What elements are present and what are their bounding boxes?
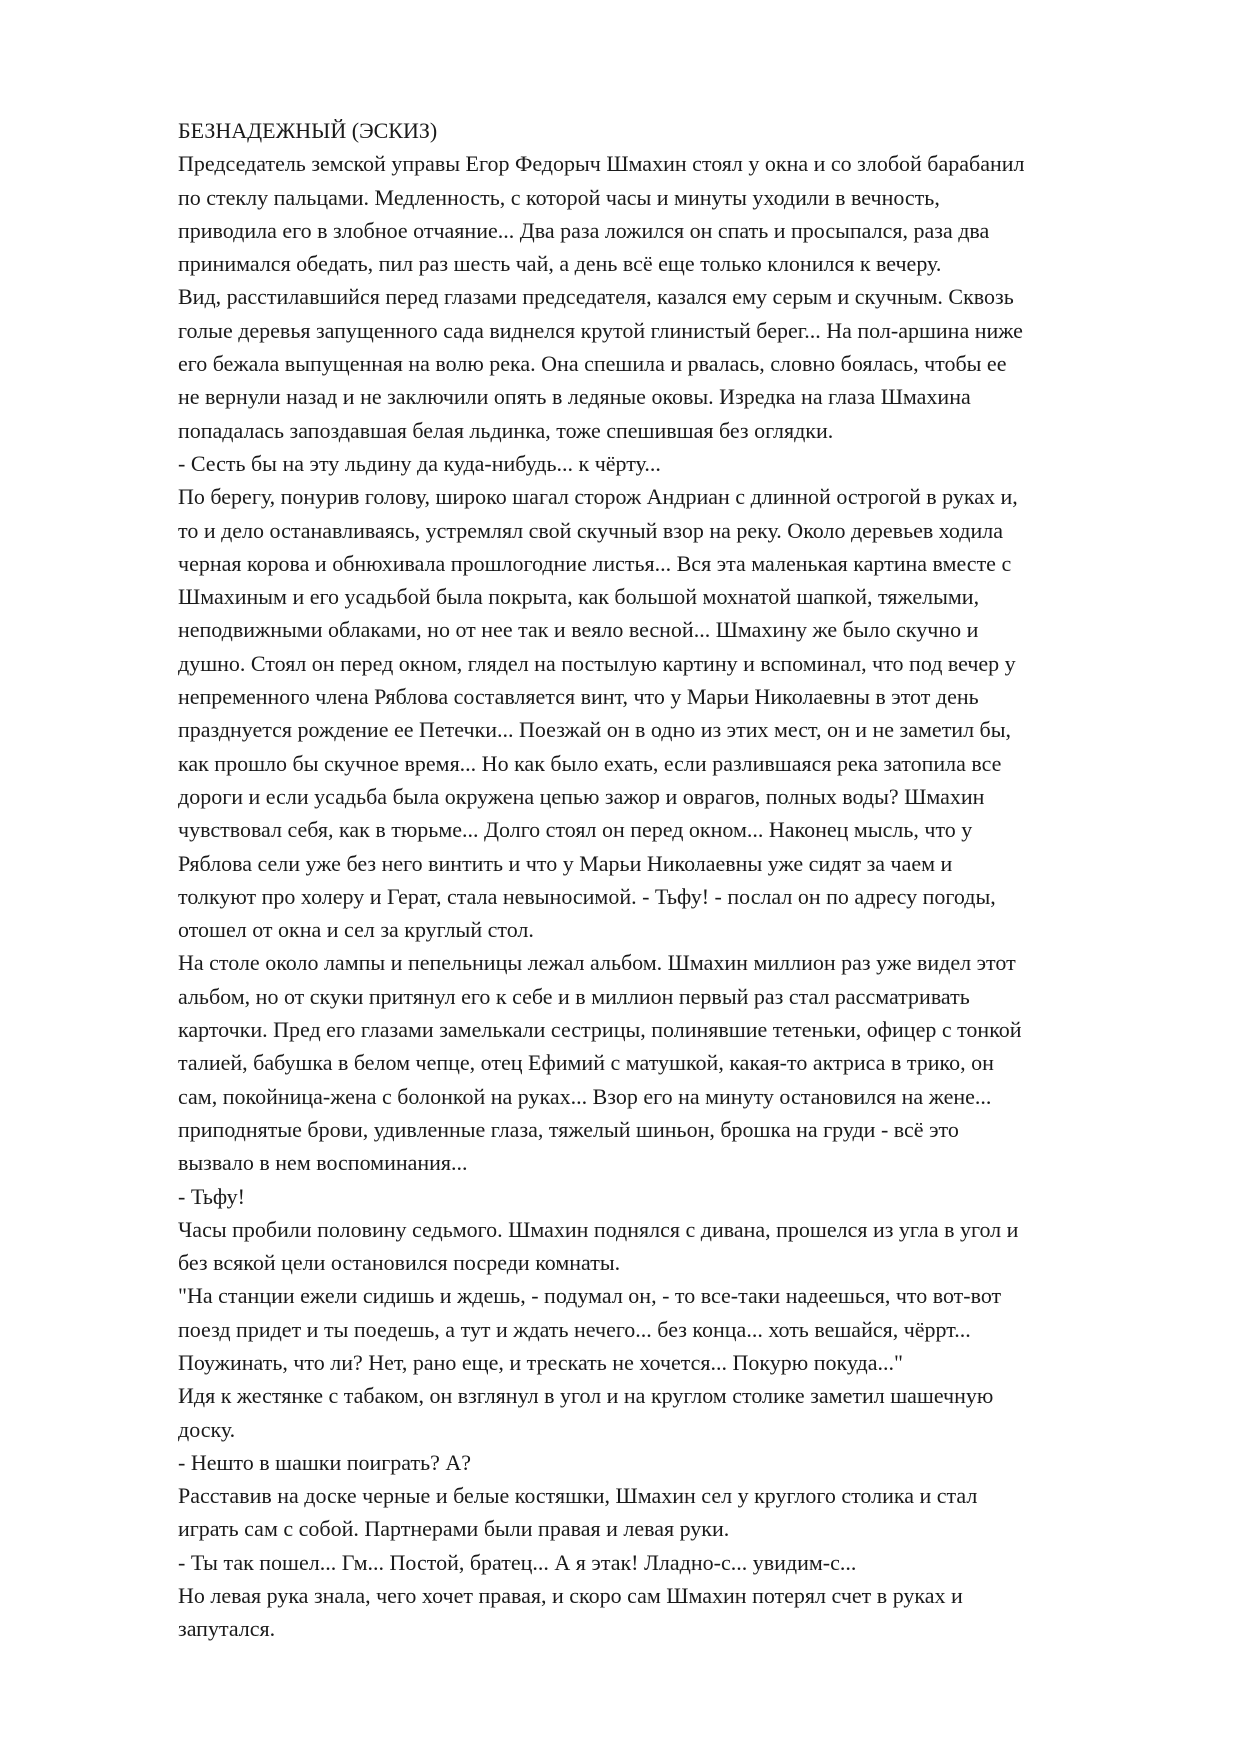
text-line: голые деревья запущенного сада виднелся крутой глинистый берег... На пол-аршина ниже [178,317,1023,343]
text-line: Поужинать, что ли? Нет, рано еще, и трескать не хочется... Покурю покуда..." [178,1349,903,1375]
text-line: Но левая рука знала, чего хочет правая, и скоро сам Шмахин потерял счет в руках и [178,1583,963,1609]
text-line: сам, покойница-жена с болонкой на руках... Взор его на минуту остановился на жене... [178,1083,992,1109]
text-line: непременного члена Ряблова составляется винт, что у Марьи Николаевны в этот день [178,684,979,710]
text-line: Шмахиным и его усадьбой была покрыта, как большой мохнатой шапкой, тяжелыми, [178,584,980,610]
text-line: - Сесть бы на эту льдину да куда-нибудь... к чёрту... [178,450,661,476]
text-line: доску. [178,1416,236,1442]
text-line: без всякой цели остановился посреди комнаты. [178,1250,621,1276]
text-line: играть сам с собой. Партнерами были правая и левая руки. [178,1516,730,1542]
text-line: душно. Стоял он перед окном, глядел на постылую картину и вспоминал, что под вечер у [178,650,1016,676]
text-line: талией, бабушка в белом чепце, отец Ефимий с матушкой, какая-то актриса в трико, он [178,1050,994,1076]
text-line: запутался. [178,1616,276,1642]
text-line: На столе около лампы и пепельницы лежал альбом. Шмахин миллион раз уже видел этот [178,950,1016,976]
text-line: поезд придет и ты поедешь, а тут и ждать нечего... без конца... хоть вешайся, чёррт... [178,1316,971,1342]
text-line: Ряблова сели уже без него винтить и что у Марьи Николаевны уже сидят за чаем и [178,850,953,876]
text-line: дороги и если усадьба была окружена цепью зажор и оврагов, полных воды? Шмахин [178,783,985,809]
text-line: празднуется рождение ее Петечки... Поезжай он в одно из этих мест, он и не заметил бы, [178,717,1012,743]
text-line: вызвало в нем воспоминания... [178,1150,468,1176]
text-line: Расставив на доске черные и белые костяшки, Шмахин сел у круглого столика и стал [178,1483,978,1509]
text-line: отошел от окна и сел за круглый стол. [178,917,534,943]
text-line: его бежала выпущенная на волю река. Она спешила и рвалась, словно боялась, чтобы ее [178,351,1007,377]
text-line: черная корова и обнюхивала прошлогодние листья... Вся эта маленькая картина вместе с [178,550,1012,576]
text-line: По берегу, понурив голову, широко шагал сторож Андриан с длинной острогой в руках и, [178,484,1018,510]
text-line: Идя к жестянке с табаком, он взглянул в угол и на круглом столике заметил шашечную [178,1383,994,1409]
text-line: альбом, но от скуки притянул его к себе и в миллион первый раз стал рассматривать [178,983,970,1009]
document-page [178,114,1178,1646]
text-line: не вернули назад и не заключили опять в ледяные оковы. Изредка на глаза Шмахина [178,384,971,410]
text-line: Вид, расстилавшийся перед глазами председателя, казался ему серым и скучным. Сквозь [178,284,1014,310]
text-line: "На станции ежели сидишь и ждешь, - подумал он, - то все-таки надеешься, что вот-вот [178,1283,1002,1309]
text-line: - Ты так пошел... Гм... Постой, братец... А я этак! Лладно-с... увидим-с... [178,1549,857,1575]
text-line: приводила его в злобное отчаяние... Два раза ложился он спать и просыпался, раза два [178,217,990,243]
text-line: принимался обедать, пил раз шесть чай, а день всё еще только клонился к вечеру. [178,251,942,277]
text-line: карточки. Пред его глазами замелькали сестрицы, полинявшие тетеньки, офицер с тонкой [178,1017,1022,1043]
text-line: - Нешто в шашки поиграть? А? [178,1449,472,1475]
text-line: как прошло бы скучное время... Но как было ехать, если разлившаяся река затопила все [178,750,1002,776]
text-line: Председатель земской управы Егор Федорыч Шмахин стоял у окна и со злобой барабанил [178,151,1025,177]
text-line: попадалась запоздавшая белая льдинка, тоже спешившая без оглядки. [178,417,834,443]
text-line: приподнятые брови, удивленные глаза, тяжелый шиньон, брошка на груди - всё это [178,1116,959,1142]
text-line: то и дело останавливаясь, устремлял свой скучный взор на реку. Около деревьев ходила [178,517,1003,543]
text-line: по стеклу пальцами. Медленность, с которой часы и минуты уходили в вечность, [178,184,940,210]
text-line: чувствовал себя, как в тюрьме... Долго стоял он перед окном... Наконец мысль, что у [178,817,973,843]
text-line: Часы пробили половину седьмого. Шмахин поднялся с дивана, прошелся из угла в угол и [178,1216,1019,1242]
document-body [178,147,1178,1645]
document-title: БЕЗНАДЕЖНЫЙ (ЭСКИЗ) [178,118,438,143]
text-line: толкуют про холеру и Герат, стала невыносимой. - Тьфу! - послал он по адресу погоды, [178,883,996,909]
text-line: неподвижными облаками, но от нее так и веяло весной... Шмахину же было скучно и [178,617,979,643]
text-line: - Тьфу! [178,1183,245,1209]
